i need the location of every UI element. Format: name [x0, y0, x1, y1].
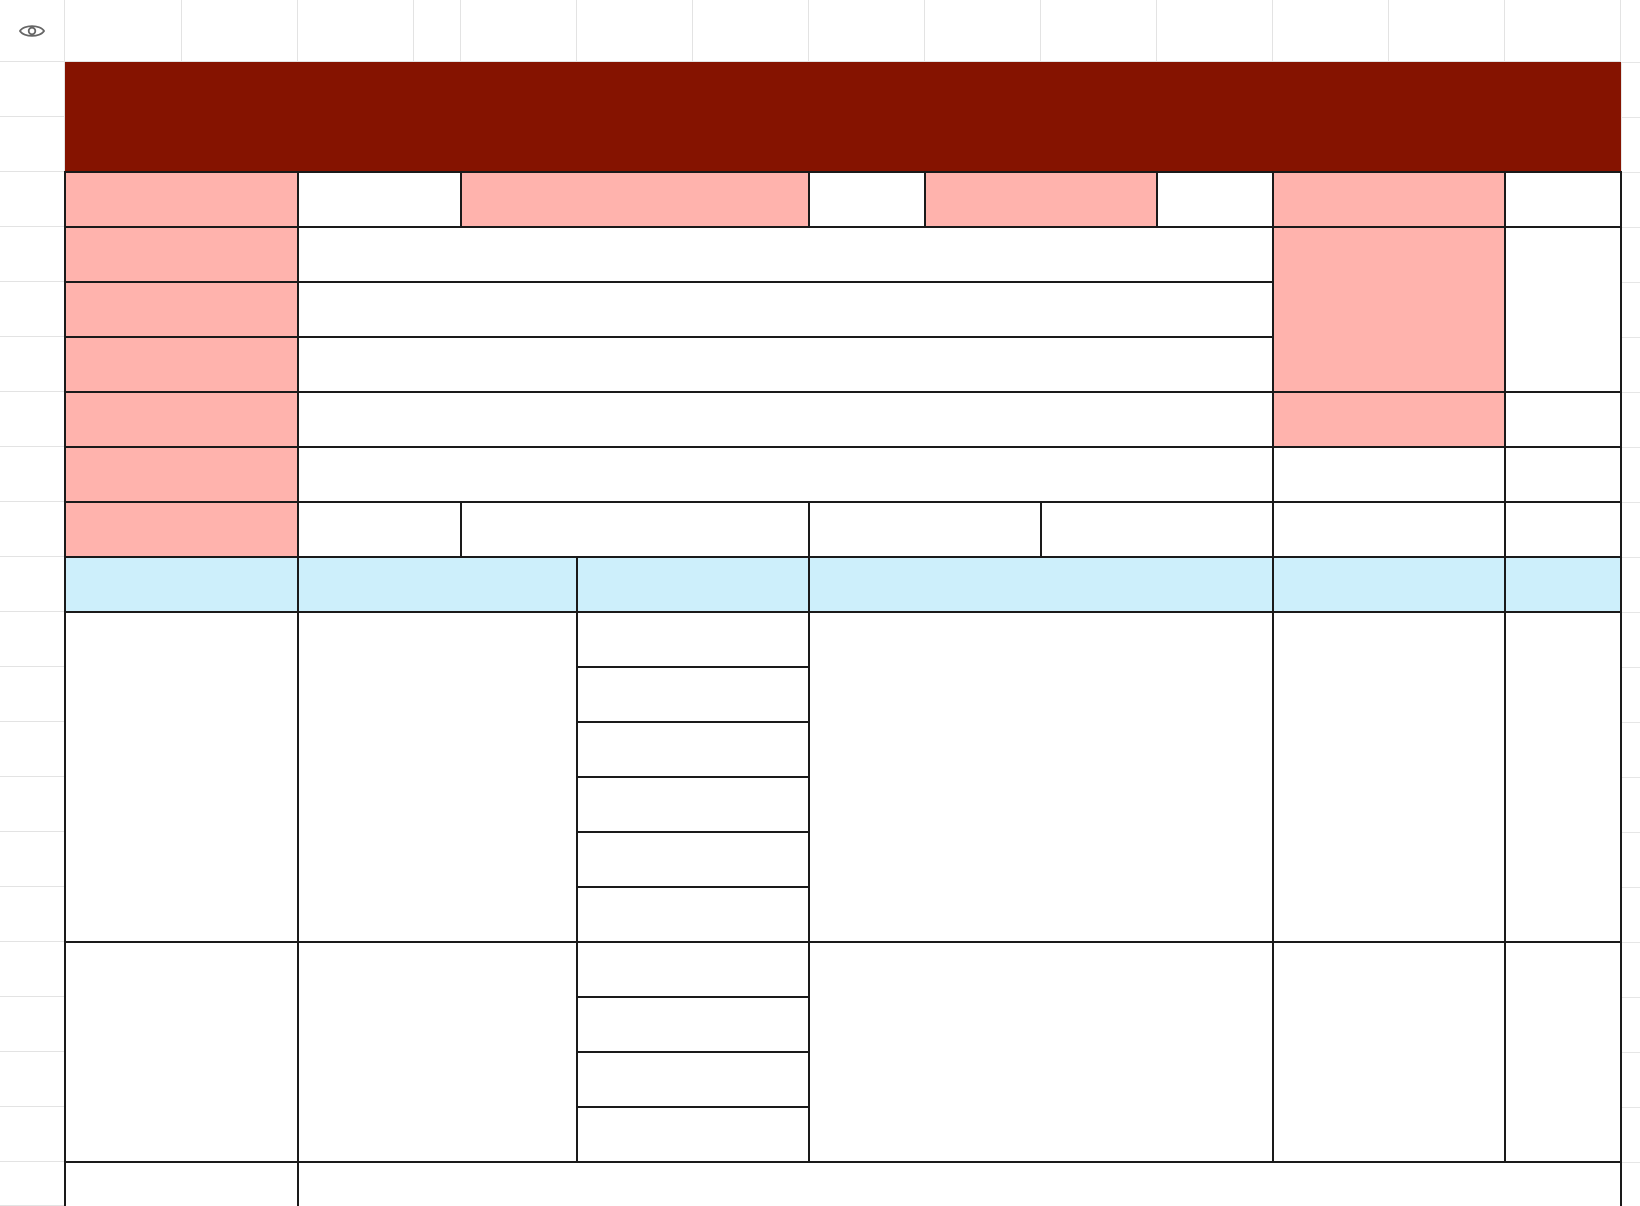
row-header-21[interactable] [0, 1162, 65, 1206]
row-header-3[interactable] [0, 172, 65, 227]
row-header-17[interactable] [0, 942, 65, 997]
column-header-o[interactable] [1273, 0, 1389, 62]
evaluation-item[interactable] [577, 997, 809, 1052]
label-fecha-presentacion[interactable] [461, 172, 809, 227]
row-header-12[interactable] [0, 667, 65, 722]
label-departamento[interactable] [65, 172, 298, 227]
label-resumen[interactable] [65, 392, 298, 447]
signature-input-2[interactable] [1505, 942, 1621, 1162]
evaluation-item[interactable] [577, 887, 809, 942]
evaluation-item[interactable] [577, 1052, 809, 1107]
label-cotizacion[interactable] [809, 502, 1041, 557]
result-input-1[interactable] [1273, 612, 1505, 942]
footer-opinion-label[interactable] [65, 1162, 298, 1206]
column-header-i[interactable] [577, 0, 693, 62]
header-numero-serie[interactable] [65, 557, 298, 612]
row-header-11[interactable] [0, 612, 65, 667]
result-input-2[interactable] [1273, 942, 1505, 1162]
border-line [64, 171, 66, 1206]
column-header-l[interactable] [925, 0, 1041, 62]
border-line [576, 721, 810, 723]
input-licitacion[interactable] [1505, 502, 1621, 557]
border-line [808, 556, 810, 1163]
label-elaboracion[interactable] [1273, 172, 1505, 227]
opinion-input-2[interactable] [809, 942, 1273, 1162]
border-line [576, 666, 810, 668]
column-header-n[interactable] [1157, 0, 1273, 62]
column-header-j[interactable] [693, 0, 809, 62]
row-header-8[interactable] [0, 447, 65, 502]
column-header-f[interactable] [298, 0, 414, 62]
border-line [576, 1051, 810, 1053]
label-nombre-proyecto[interactable] [65, 227, 298, 282]
label-nombre-cliente[interactable] [65, 282, 298, 337]
evaluation-item[interactable] [577, 777, 809, 832]
input-o8[interactable] [1273, 447, 1505, 502]
eye-icon [19, 23, 45, 39]
border-line [576, 886, 810, 888]
evaluation-item[interactable] [577, 722, 809, 777]
border-line [1620, 171, 1622, 1206]
border-line [1272, 171, 1274, 1163]
header-firma[interactable] [1505, 557, 1621, 612]
header-opiniones-ext [1157, 557, 1273, 612]
row-header-10[interactable] [0, 557, 65, 612]
border-line [1504, 171, 1506, 1163]
label-fecha-licitacion[interactable] [925, 172, 1157, 227]
border-line [576, 831, 810, 833]
border-line [576, 996, 810, 998]
column-header-e[interactable] [182, 0, 298, 62]
border-line [64, 336, 1274, 338]
input-inscripcion[interactable] [461, 502, 809, 557]
border-line [1040, 501, 1042, 558]
row-header-6[interactable] [0, 337, 65, 392]
input-contratista[interactable] [298, 337, 1273, 392]
label-licitacion-anticipada[interactable] [1273, 392, 1505, 447]
column-header-g[interactable] [414, 0, 461, 62]
row-header-15[interactable] [0, 832, 65, 887]
row-header-9[interactable] [0, 502, 65, 557]
column-header-d[interactable] [65, 0, 182, 62]
label-fuentes[interactable] [1273, 227, 1505, 392]
row-header-4[interactable] [0, 227, 65, 282]
input-elaboracion[interactable] [1505, 172, 1621, 227]
input-nombre-cliente[interactable] [298, 282, 1273, 337]
border-line [1156, 171, 1158, 228]
header-nes-evaluacion[interactable] [1273, 557, 1505, 612]
input-competidoras[interactable] [298, 447, 1273, 502]
input-fecha-presentacion[interactable] [809, 172, 925, 227]
row-header-2[interactable] [0, 117, 65, 172]
input-fuentes[interactable] [1505, 227, 1621, 392]
row-header-19[interactable] [0, 1052, 65, 1107]
serial-2[interactable] [65, 942, 298, 1162]
border-line [297, 171, 299, 1206]
sheet-corner[interactable] [0, 0, 65, 62]
row-header-18[interactable] [0, 997, 65, 1052]
header-opiniones[interactable] [809, 557, 1157, 612]
row-header-13[interactable] [0, 722, 65, 777]
row-header-7[interactable] [0, 392, 65, 447]
column-header-h[interactable] [461, 0, 577, 62]
border-line [924, 171, 926, 228]
input-cotizacion[interactable] [1041, 502, 1273, 557]
serial-1[interactable] [65, 612, 298, 942]
border-line [64, 281, 1274, 283]
column-header-q[interactable] [1505, 0, 1621, 62]
column-header-k[interactable] [809, 0, 925, 62]
border-line [808, 501, 810, 558]
header-contenido[interactable] [577, 557, 809, 612]
input-resumen[interactable] [298, 392, 1273, 447]
label-inscripcion[interactable] [298, 502, 461, 557]
border-line [576, 776, 810, 778]
border-line [460, 501, 462, 558]
evaluation-item[interactable] [577, 1107, 809, 1162]
label-finalizacion[interactable] [65, 502, 298, 557]
department-1[interactable] [298, 612, 577, 942]
column-header-m[interactable] [1041, 0, 1157, 62]
border-line [460, 171, 462, 228]
evaluation-item[interactable] [577, 942, 809, 997]
row-header-16[interactable] [0, 887, 65, 942]
input-licitacion-anticipada[interactable] [1505, 392, 1621, 447]
footer-opinion-input[interactable] [298, 1162, 1621, 1206]
signature-input-1[interactable] [1505, 612, 1621, 942]
border-line [576, 556, 578, 1163]
row-header-20[interactable] [0, 1107, 65, 1162]
input-fecha-licitacion[interactable] [1157, 172, 1273, 227]
evaluation-item[interactable] [577, 832, 809, 887]
input-q8[interactable] [1505, 447, 1621, 502]
department-2[interactable] [298, 942, 577, 1162]
header-departamento-evaluacion[interactable] [298, 557, 577, 612]
row-header-1[interactable] [0, 62, 65, 117]
row-header-14[interactable] [0, 777, 65, 832]
input-nombre-proyecto[interactable] [298, 227, 1273, 282]
label-competidoras[interactable] [65, 447, 298, 502]
form-title[interactable] [65, 62, 1621, 172]
row-header-5[interactable] [0, 282, 65, 337]
label-licitacion[interactable] [1273, 502, 1505, 557]
evaluation-item[interactable] [577, 612, 809, 667]
label-contratista[interactable] [65, 337, 298, 392]
input-departamento[interactable] [298, 172, 461, 227]
border-line [808, 171, 810, 228]
evaluation-item[interactable] [577, 667, 809, 722]
border-line [576, 1106, 810, 1108]
column-header-p[interactable] [1389, 0, 1505, 62]
opinion-input-1[interactable] [809, 612, 1273, 942]
